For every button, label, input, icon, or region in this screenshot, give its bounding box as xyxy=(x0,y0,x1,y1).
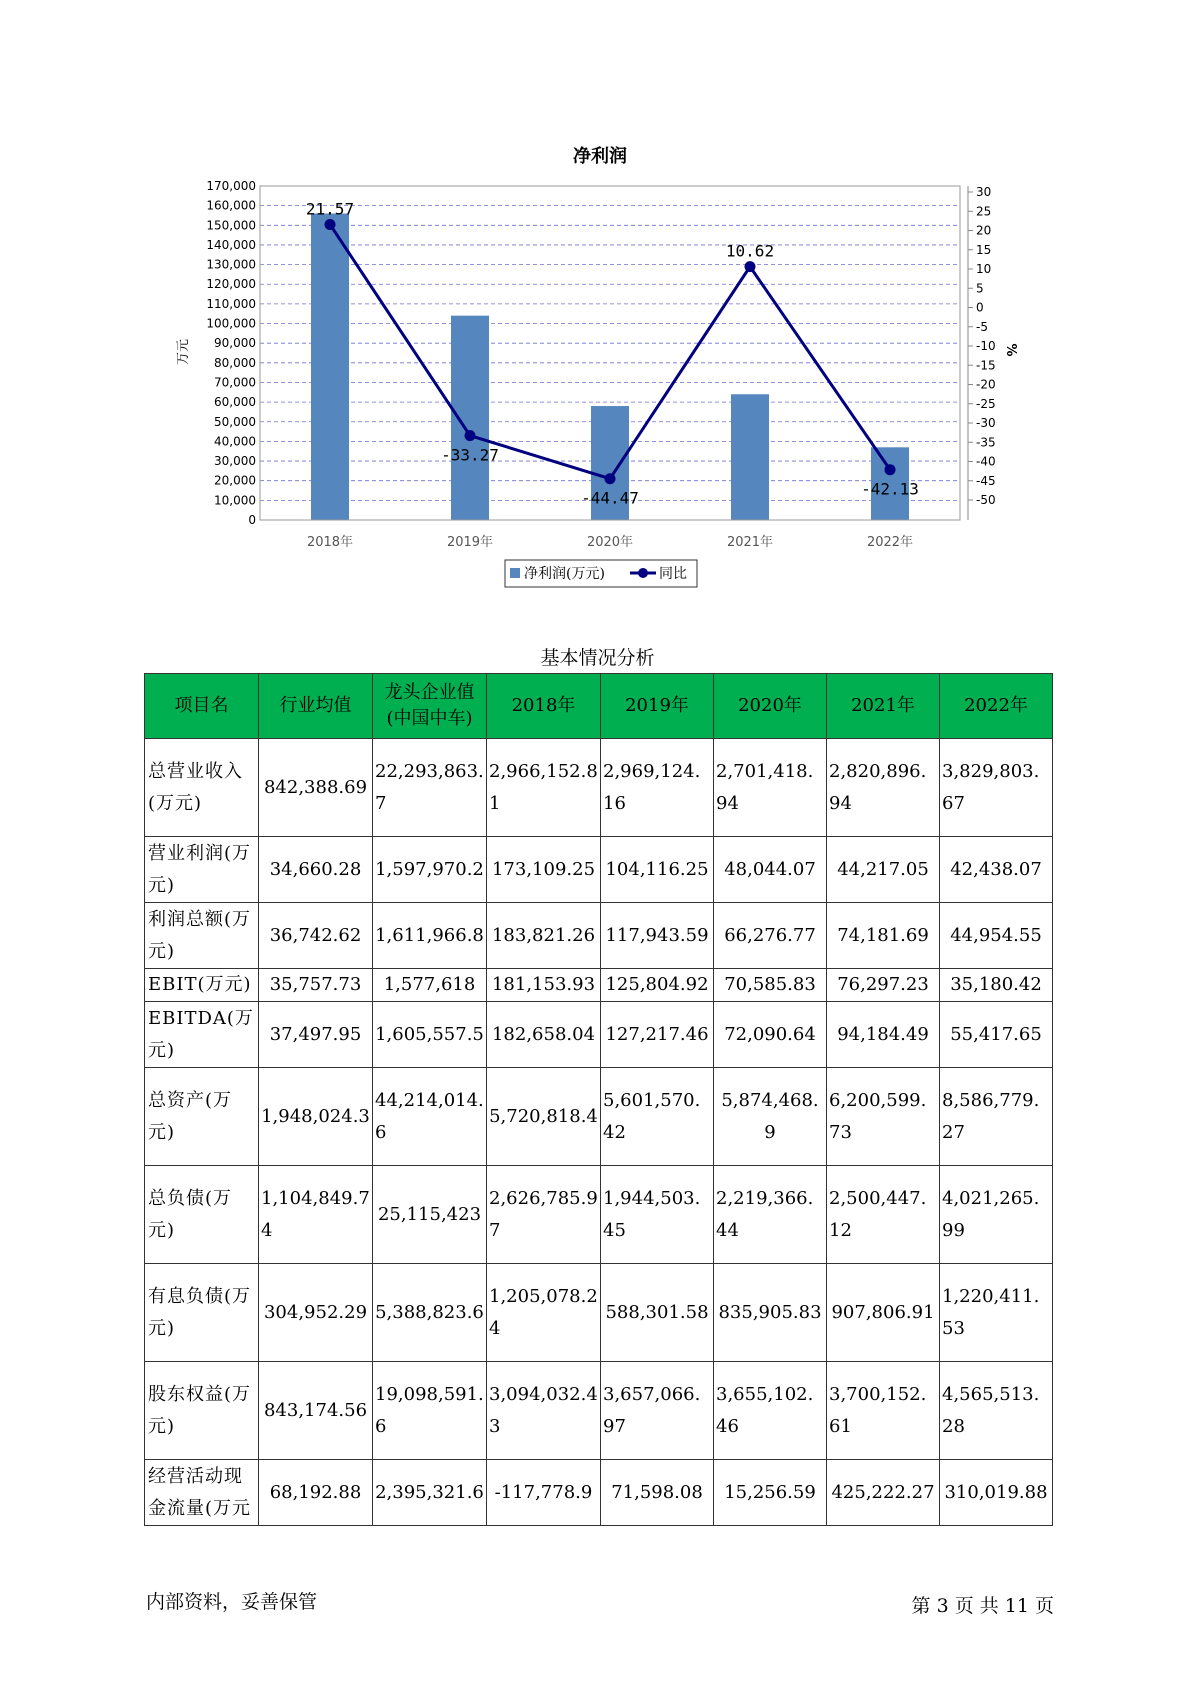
table-value-cell: 1,948,024.3 xyxy=(259,1068,373,1166)
yoy-data-label: -44.47 xyxy=(581,488,639,508)
table-value-cell: 3,094,032.43 xyxy=(487,1362,601,1460)
y2-tick-label: -50 xyxy=(976,493,996,507)
footer-confidential-note: 内部资料，妥善保管 xyxy=(146,1591,318,1613)
table-value-cell: 1,944,503.45 xyxy=(601,1166,714,1264)
yoy-point xyxy=(885,464,896,475)
y-tick-label: 140,000 xyxy=(206,237,256,252)
y2-tick-label: -5 xyxy=(976,319,988,334)
table-value-cell: 34,660.28 xyxy=(259,837,373,903)
y-tick-label: 110,000 xyxy=(206,296,256,311)
table-value-cell: 5,601,570.42 xyxy=(601,1068,714,1166)
table-value-cell: 25,115,423 xyxy=(373,1166,487,1264)
y-tick-label: 80,000 xyxy=(214,355,256,370)
table-row xyxy=(145,1002,1053,1068)
x-tick-label: 2020年 xyxy=(586,535,634,550)
y-tick-label: 150,000 xyxy=(206,218,256,233)
y2-tick-label: 25 xyxy=(976,204,992,219)
table-value-cell: 183,821.26 xyxy=(487,903,601,969)
table-header-cell: 项目名 xyxy=(145,674,259,739)
yoy-data-label: -42.13 xyxy=(861,479,919,499)
y2-tick-label: 30 xyxy=(976,185,992,199)
table-header-cell: 2022年 xyxy=(940,674,1053,739)
table-value-cell: 5,874,468.9 xyxy=(714,1068,827,1166)
table-value-cell: 2,500,447.12 xyxy=(827,1166,940,1264)
yoy-point xyxy=(745,261,756,272)
table-value-cell: 117,943.59 xyxy=(601,903,714,969)
table-value-cell: 127,217.46 xyxy=(601,1002,714,1068)
y-tick-label: 50,000 xyxy=(214,414,256,429)
table-row xyxy=(145,903,1053,969)
table-caption: 基本情况分析 xyxy=(540,647,655,669)
y2-tick-label: 20 xyxy=(976,223,992,238)
y2-tick-label: -45 xyxy=(976,473,996,488)
table-value-cell: 66,276.77 xyxy=(714,903,827,969)
table-value-cell: 2,626,785.97 xyxy=(487,1166,601,1264)
table-value-cell: 3,657,066.97 xyxy=(601,1362,714,1460)
y-axis-label: 万元 xyxy=(176,338,191,366)
x-tick-label: 2021年 xyxy=(726,535,774,550)
table-value-cell: 76,297.23 xyxy=(827,969,940,1002)
table-value-cell: 8,586,779.27 xyxy=(940,1068,1053,1166)
y-tick-label: 30,000 xyxy=(214,454,256,469)
table-value-cell: 42,438.07 xyxy=(940,837,1053,903)
table-header-cell: 2019年 xyxy=(601,674,714,739)
y2-tick-label: -25 xyxy=(976,396,996,411)
table-value-cell: 74,181.69 xyxy=(827,903,940,969)
yoy-data-label: -33.27 xyxy=(441,445,499,465)
table-value-cell: 304,952.29 xyxy=(259,1264,373,1362)
x-tick-label: 2018年 xyxy=(306,535,354,550)
table-value-cell: 35,180.42 xyxy=(940,969,1053,1002)
table-value-cell: 1,605,557.5 xyxy=(373,1002,487,1068)
row-label-cell: 总营业收入(万元) xyxy=(145,739,259,837)
row-label-cell: EBIT(万元) xyxy=(145,969,259,1002)
table-row xyxy=(145,1362,1053,1460)
x-tick-label: 2019年 xyxy=(446,535,494,550)
table-value-cell: 3,700,152.61 xyxy=(827,1362,940,1460)
row-label-cell: 营业利润(万元) xyxy=(145,837,259,903)
row-label-cell: 利润总额(万元) xyxy=(145,903,259,969)
table-value-cell: 4,021,265.99 xyxy=(940,1166,1053,1264)
table-value-cell: 70,585.83 xyxy=(714,969,827,1002)
table-value-cell: 2,969,124.16 xyxy=(601,739,714,837)
table-value-cell: 48,044.07 xyxy=(714,837,827,903)
table-value-cell: 6,200,599.73 xyxy=(827,1068,940,1166)
table-value-cell: 5,720,818.4 xyxy=(487,1068,601,1166)
y2-tick-label: -10 xyxy=(976,339,996,353)
table-value-cell: 1,577,618 xyxy=(373,969,487,1002)
legend-line-marker xyxy=(638,568,648,578)
y2-tick-label: 0 xyxy=(976,300,984,315)
yoy-point xyxy=(465,430,476,441)
y2-tick-label: -40 xyxy=(976,454,996,469)
net-profit-bar xyxy=(731,394,769,520)
table-value-cell: -117,778.9 xyxy=(487,1460,601,1526)
legend-bar-label: 净利润(万元) xyxy=(524,566,605,582)
table-value-cell: 3,655,102.46 xyxy=(714,1362,827,1460)
table-value-cell: 907,806.91 xyxy=(827,1264,940,1362)
y2-tick-label: 10 xyxy=(976,262,992,276)
table-value-cell: 3,829,803.67 xyxy=(940,739,1053,837)
table-value-cell: 36,742.62 xyxy=(259,903,373,969)
table-row xyxy=(145,1166,1053,1264)
table-value-cell: 44,954.55 xyxy=(940,903,1053,969)
legend-line-label: 同比 xyxy=(659,566,687,582)
net-profit-chart xyxy=(0,0,1191,620)
table-row xyxy=(145,837,1053,903)
table-row xyxy=(145,1068,1053,1166)
row-label-cell: EBITDA(万元) xyxy=(145,1002,259,1068)
table-value-cell: 1,104,849.74 xyxy=(259,1166,373,1264)
row-label-cell: 股东权益(万元) xyxy=(145,1362,259,1460)
y2-tick-label: -35 xyxy=(976,435,996,450)
table-row xyxy=(145,969,1053,1002)
y-tick-label: 60,000 xyxy=(214,395,256,410)
legend-bar-swatch xyxy=(510,568,520,578)
table-value-cell: 2,219,366.44 xyxy=(714,1166,827,1264)
table-header-cell: 2020年 xyxy=(714,674,827,739)
net-profit-bar xyxy=(311,214,349,520)
table-value-cell: 35,757.73 xyxy=(259,969,373,1002)
basic-analysis-table xyxy=(144,673,1053,1526)
table-header-cell: 2018年 xyxy=(487,674,601,739)
table-value-cell: 425,222.27 xyxy=(827,1460,940,1526)
y2-tick-label: -15 xyxy=(976,358,996,373)
table-header-row xyxy=(145,674,1053,739)
row-label-cell: 有息负债(万元) xyxy=(145,1264,259,1362)
table-value-cell: 15,256.59 xyxy=(714,1460,827,1526)
table-value-cell: 1,220,411.53 xyxy=(940,1264,1053,1362)
table-row xyxy=(145,1460,1053,1526)
table-header-cell: 行业均值 xyxy=(259,674,373,739)
y-tick-label: 70,000 xyxy=(214,375,256,390)
y-tick-label: 20,000 xyxy=(214,473,256,488)
table-value-cell: 19,098,591.6 xyxy=(373,1362,487,1460)
table-value-cell: 842,388.69 xyxy=(259,739,373,837)
table-value-cell: 2,395,321.6 xyxy=(373,1460,487,1526)
table-value-cell: 1,611,966.8 xyxy=(373,903,487,969)
table-value-cell: 125,804.92 xyxy=(601,969,714,1002)
table-value-cell: 71,598.08 xyxy=(601,1460,714,1526)
table-value-cell: 173,109.25 xyxy=(487,837,601,903)
table-value-cell: 4,565,513.28 xyxy=(940,1362,1053,1460)
table-value-cell: 181,153.93 xyxy=(487,969,601,1002)
table-value-cell: 182,658.04 xyxy=(487,1002,601,1068)
table-value-cell: 835,905.83 xyxy=(714,1264,827,1362)
row-label-cell: 经营活动现金流量(万元 xyxy=(145,1460,259,1526)
yoy-data-label: 21.57 xyxy=(305,199,355,219)
x-tick-label: 2022年 xyxy=(866,535,914,550)
chart-title: 净利润 xyxy=(573,146,627,167)
table-value-cell: 37,497.95 xyxy=(259,1002,373,1068)
y2-tick-label: -20 xyxy=(976,377,996,392)
table-header-cell: 龙头企业值(中国中车) xyxy=(373,674,487,739)
row-label-cell: 总资产(万元) xyxy=(145,1068,259,1166)
table-value-cell: 44,214,014.6 xyxy=(373,1068,487,1166)
table-row xyxy=(145,1264,1053,1362)
yoy-point xyxy=(325,219,336,230)
table-value-cell: 68,192.88 xyxy=(259,1460,373,1526)
table-value-cell: 2,701,418.94 xyxy=(714,739,827,837)
y-tick-label: 120,000 xyxy=(206,277,256,292)
y-tick-label: 160,000 xyxy=(206,198,256,213)
table-value-cell: 72,090.64 xyxy=(714,1002,827,1068)
table-value-cell: 2,820,896.94 xyxy=(827,739,940,837)
row-label-cell: 总负债(万元) xyxy=(145,1166,259,1264)
y-tick-label: 0 xyxy=(248,513,256,527)
y2-tick-label: 5 xyxy=(976,281,984,296)
y-tick-label: 40,000 xyxy=(214,434,256,449)
table-value-cell: 55,417.65 xyxy=(940,1002,1053,1068)
y-tick-label: 100,000 xyxy=(206,316,256,331)
table-value-cell: 843,174.56 xyxy=(259,1362,373,1460)
table-header-cell: 2021年 xyxy=(827,674,940,739)
legend xyxy=(505,560,697,587)
yoy-data-label: 10.62 xyxy=(725,241,775,261)
table-value-cell: 104,116.25 xyxy=(601,837,714,903)
table-value-cell: 588,301.58 xyxy=(601,1264,714,1362)
y2-tick-label: -30 xyxy=(976,416,996,430)
y2-axis-label: % xyxy=(1003,343,1018,357)
y-tick-label: 10,000 xyxy=(214,493,256,508)
table-value-cell: 1,597,970.2 xyxy=(373,837,487,903)
table-value-cell: 94,184.49 xyxy=(827,1002,940,1068)
table-value-cell: 5,388,823.6 xyxy=(373,1264,487,1362)
y2-tick-label: 15 xyxy=(976,242,992,257)
y-tick-label: 130,000 xyxy=(206,257,256,272)
table-value-cell: 22,293,863.7 xyxy=(373,739,487,837)
y-tick-label: 170,000 xyxy=(206,179,256,193)
table-value-cell: 2,966,152.81 xyxy=(487,739,601,837)
table-value-cell: 310,019.88 xyxy=(940,1460,1053,1526)
table-value-cell: 1,205,078.24 xyxy=(487,1264,601,1362)
y-tick-label: 90,000 xyxy=(214,336,256,351)
footer-page-number: 第 3 页 共 11 页 xyxy=(911,1595,1054,1617)
yoy-point xyxy=(605,473,616,484)
table-row xyxy=(145,739,1053,837)
table-value-cell: 44,217.05 xyxy=(827,837,940,903)
